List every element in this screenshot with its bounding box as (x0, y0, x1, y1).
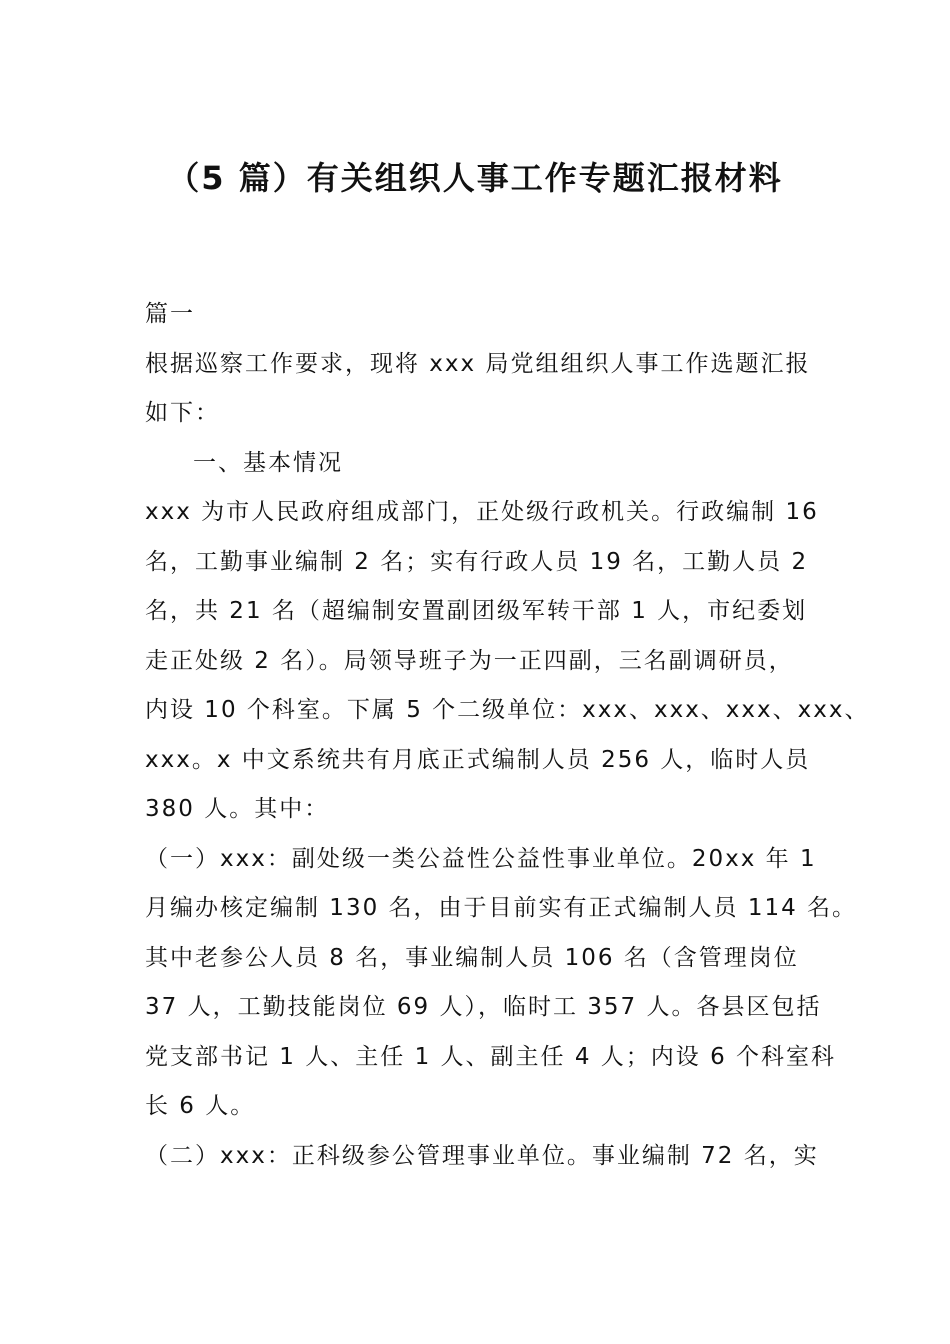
paragraph-line: 根据巡察工作要求，现将 xxx 局党组组织人事工作选题汇报 (145, 350, 811, 377)
paragraph-line: （一）xxx：副处级一类公益性公益性事业单位。20xx 年 1 (145, 845, 817, 872)
paragraph-line: xxx 为市人民政府组成部门，正处级行政机关。行政编制 16 (145, 499, 819, 525)
paragraph-line: 走正处级 2 名）。局领导班子为一正四副，三名副调研员， (145, 647, 794, 674)
paragraph-line: 党支部书记 1 人、主任 1 人、副主任 4 人；内设 6 个科室科 (145, 1043, 837, 1070)
paragraph-line: 长 6 人。 (145, 1093, 256, 1119)
paragraph-line: xxx。x 中文系统共有月底正式编制人员 256 人，临时人员 (145, 746, 811, 773)
paragraph-line: 名，共 21 名（超编制安置副团级军转干部 1 人，市纪委划 (145, 598, 808, 624)
paragraph-line: 内设 10 个科室。下属 5 个二级单位：xxx、xxx、xxx、xxx、 (145, 697, 870, 723)
paragraph-line: 其中老参公人员 8 名，事业编制人员 106 名（含管理岗位 (145, 944, 799, 971)
subsection-heading: 一、基本情况 (193, 449, 343, 476)
paragraph-line: 37 人，工勤技能岗位 69 人），临时工 357 人。各县区包括 (145, 994, 822, 1020)
section-heading-pian-yi: 篇一 (145, 301, 195, 327)
document-title: （5 篇）有关组织人事工作专题汇报材料 (167, 159, 783, 197)
paragraph-line: 名，工勤事业编制 2 名；实有行政人员 19 名，工勤人员 2 (145, 548, 809, 575)
paragraph-line: 380 人。其中： (145, 796, 330, 822)
paragraph-line: （二）xxx：正科级参公管理事业单位。事业编制 72 名，实 (145, 1142, 819, 1169)
document-body (145, 290, 870, 1181)
paragraph-line: 如下： (145, 400, 220, 426)
paragraph-line: 月编办核定编制 130 名，由于目前实有正式编制人员 114 名。 (145, 895, 858, 921)
